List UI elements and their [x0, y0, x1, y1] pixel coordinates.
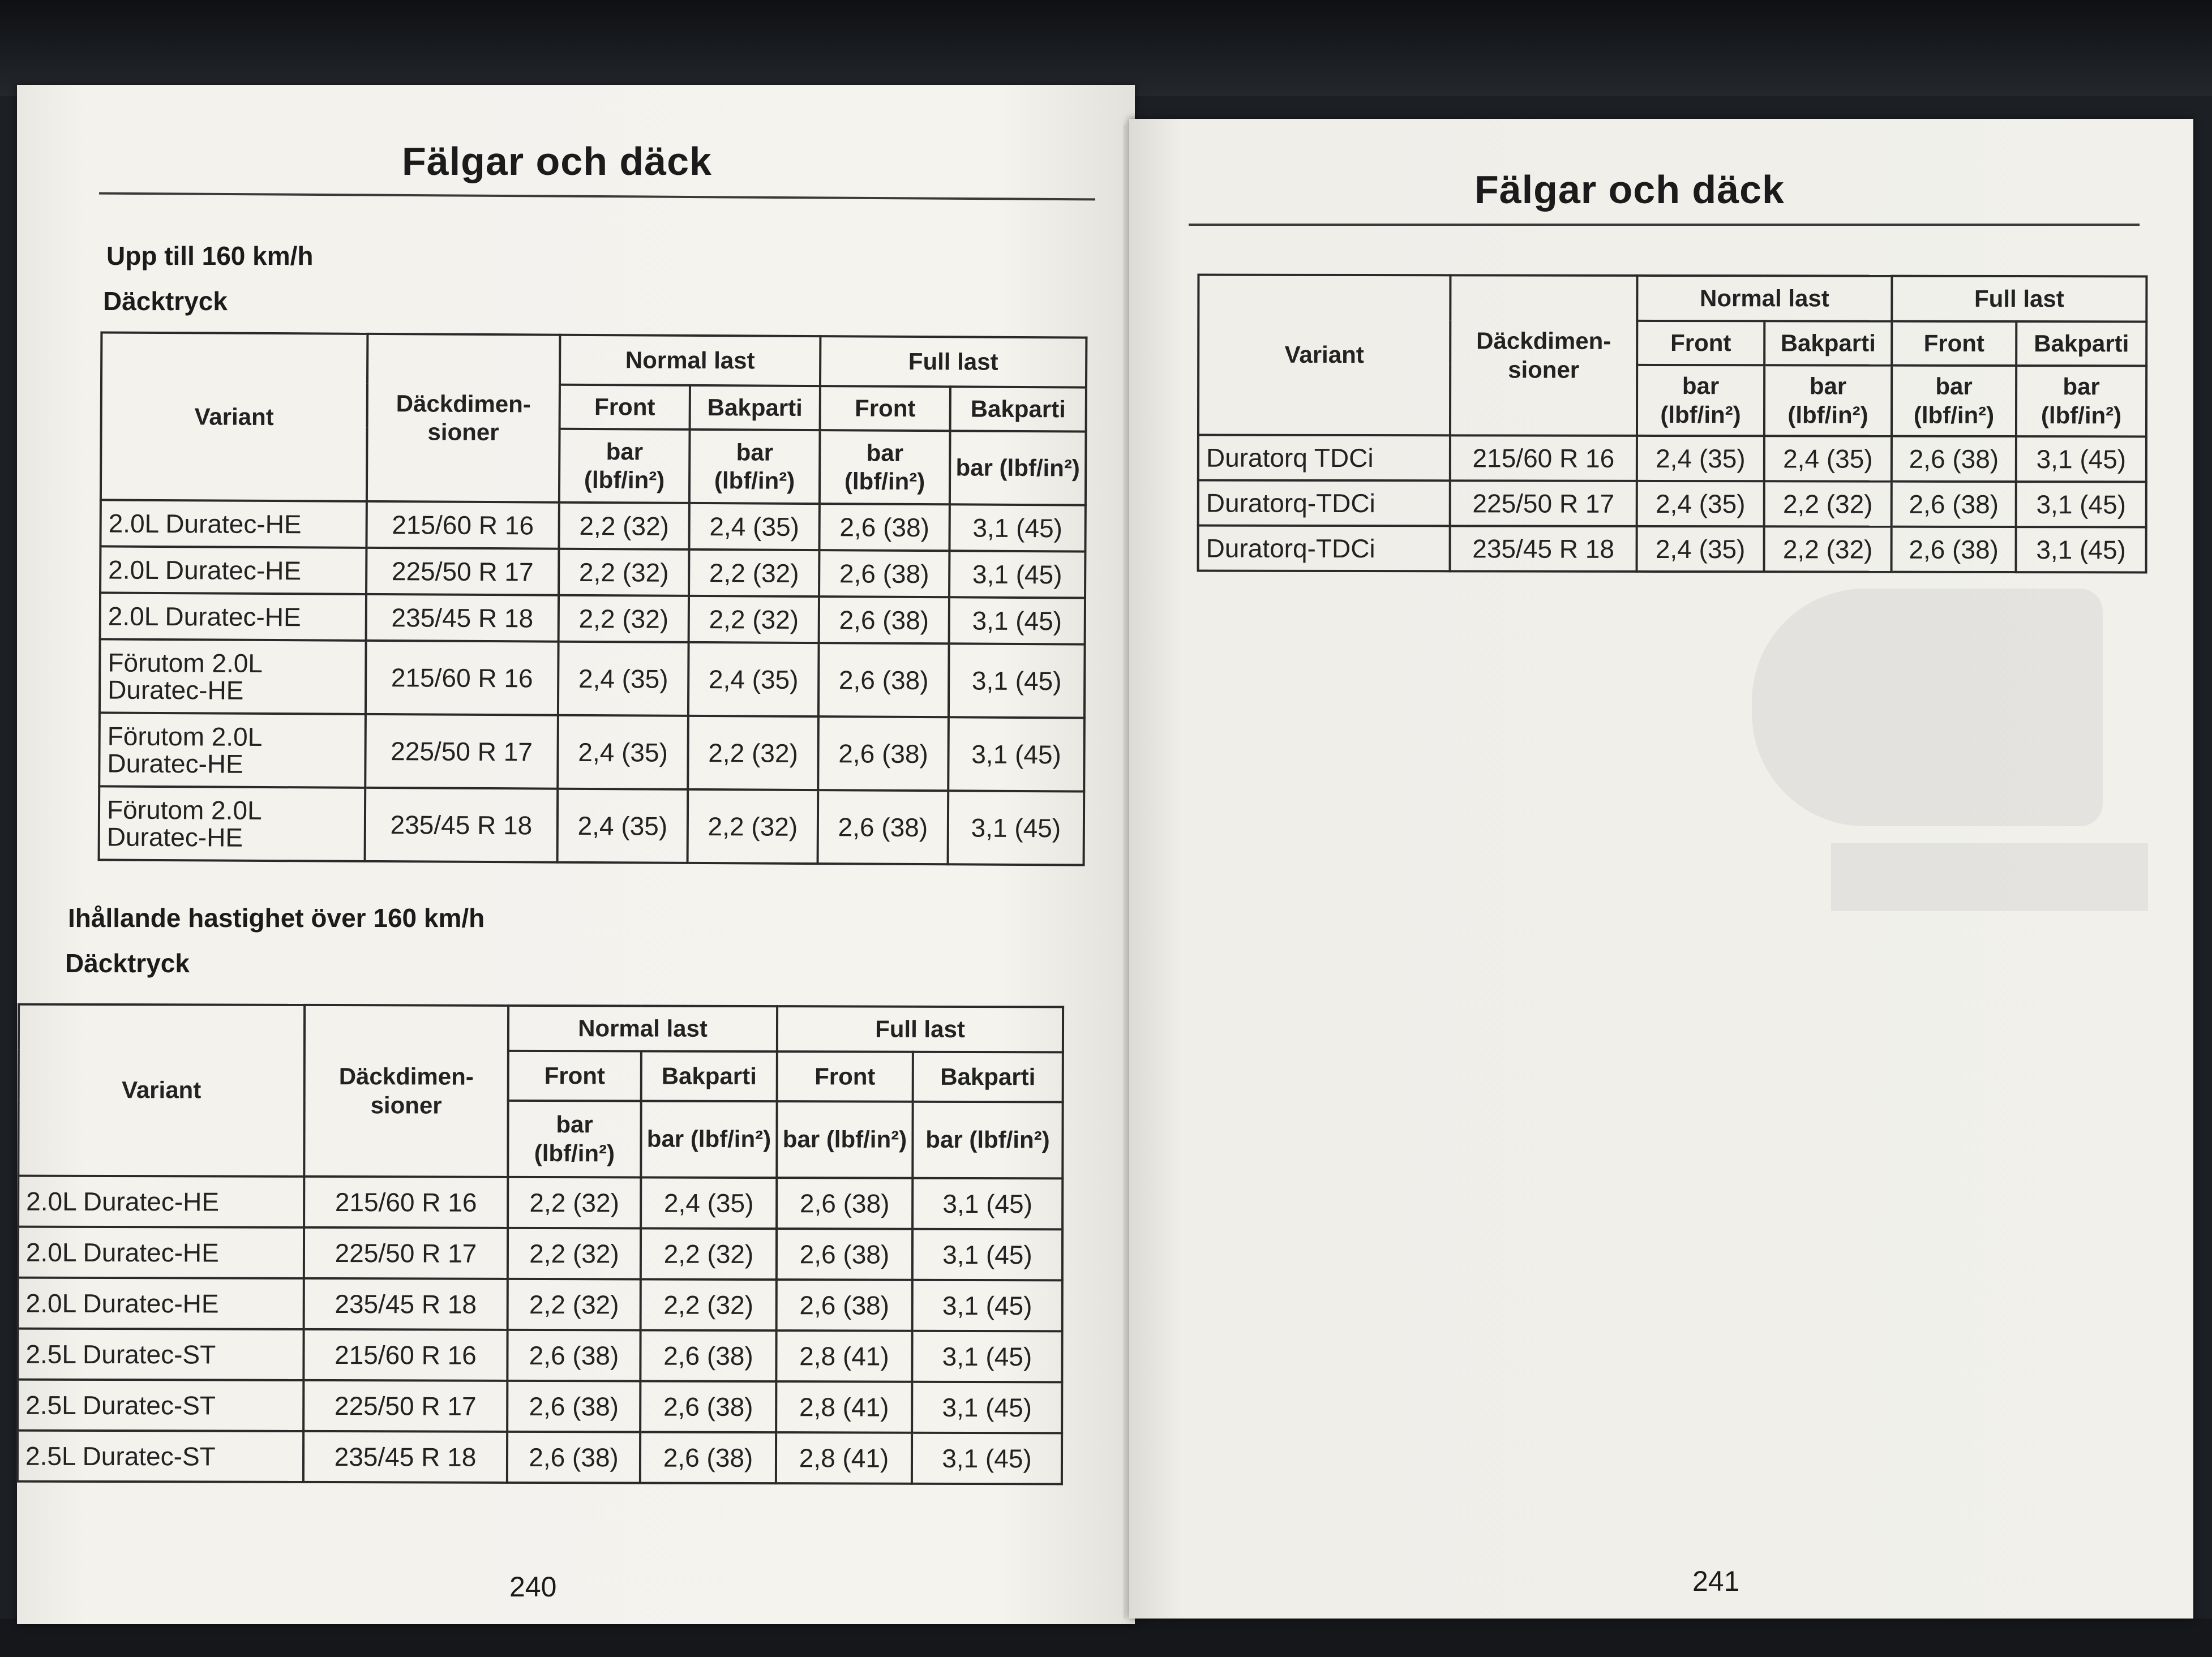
cell-normal-front: 2,2 (32) [508, 1177, 641, 1229]
header-unit: bar (lbf/in²) [1892, 366, 2016, 436]
cell-full-front: 2,6 (38) [777, 1178, 912, 1229]
cell-full-rear: 3,1 (45) [949, 504, 1085, 551]
cell-dimension: 225/50 R 17 [1450, 480, 1637, 526]
cell-full-front: 2,6 (38) [818, 716, 949, 791]
cell-dimension: 225/50 R 17 [303, 1380, 507, 1432]
header-full-last: Full last [820, 336, 1086, 387]
header-bakparti: Bakparti [2016, 321, 2146, 366]
section-heading: Upp till 160 km/h [106, 241, 314, 271]
table-row [1198, 526, 2146, 573]
cell-normal-front: 2,2 (32) [559, 549, 689, 596]
table-row [1198, 480, 2146, 527]
page-number: 241 [1692, 1565, 1740, 1597]
header-unit: bar (lbf/in²) [508, 1101, 641, 1178]
cell-normal-rear: 2,6 (38) [640, 1330, 776, 1381]
header-bakparti: Bakparti [641, 1051, 777, 1101]
show-through-block [1831, 843, 2148, 911]
header-unit: bar (lbf/in²) [1764, 365, 1892, 436]
cell-normal-rear: 2,4 (35) [688, 642, 819, 716]
table-row [100, 546, 1085, 598]
header-full-last: Full last [1892, 276, 2146, 322]
cell-full-front: 2,6 (38) [818, 643, 949, 717]
header-bakparti: Bakparti [950, 387, 1086, 431]
cell-normal-rear: 2,4 (35) [689, 503, 819, 550]
header-dimension: Däckdimen-sioner [367, 334, 560, 503]
title-rule [99, 192, 1095, 201]
cell-variant: 2.0L Duratec-HE [18, 1176, 304, 1227]
header-unit: bar (lbf/in²) [2016, 366, 2146, 436]
table-row [18, 1176, 1062, 1230]
cell-full-rear: 3,1 (45) [948, 717, 1084, 791]
cell-full-front: 2,6 (38) [1892, 436, 2016, 482]
cell-full-rear: 3,1 (45) [912, 1331, 1062, 1383]
cell-normal-front: 2,2 (32) [559, 595, 689, 642]
cell-full-rear: 3,1 (45) [912, 1382, 1062, 1433]
header-dimension: Däckdimen-sioner [304, 1005, 508, 1177]
header-unit: bar (lbf/in²) [820, 430, 950, 504]
tire-pressure-table-upto-160 [98, 331, 1088, 866]
table-row [99, 712, 1084, 791]
header-unit: bar (lbf/in²) [641, 1101, 777, 1178]
header-variant: Variant [1198, 275, 1450, 436]
cell-dimension: 235/45 R 18 [365, 788, 558, 862]
title-rule [1189, 224, 2140, 226]
header-normal-last: Normal last [1637, 276, 1892, 321]
cell-dimension: 215/60 R 16 [303, 1329, 507, 1381]
header-unit: bar (lbf/in²) [559, 429, 690, 503]
cell-normal-front: 2,4 (35) [1637, 436, 1764, 481]
cell-full-rear: 3,1 (45) [949, 597, 1085, 644]
cell-normal-rear: 2,2 (32) [1764, 481, 1892, 526]
section-heading: Ihållande hastighet över 160 km/h [68, 903, 485, 933]
cell-full-front: 2,8 (41) [776, 1432, 912, 1484]
show-through-illustration [1752, 589, 2103, 826]
header-variant: Variant [101, 332, 368, 501]
cell-normal-rear: 2,4 (35) [641, 1177, 777, 1229]
table-row [100, 500, 1085, 551]
cell-full-rear: 3,1 (45) [912, 1433, 1062, 1484]
cell-variant: 2.5L Duratec-ST [18, 1329, 303, 1380]
header-front: Front [820, 386, 950, 431]
cell-normal-front: 2,2 (32) [559, 503, 689, 550]
cell-dimension: 215/60 R 16 [1450, 435, 1637, 481]
header-normal-last: Normal last [508, 1006, 777, 1051]
header-unit: bar (lbf/in²) [777, 1101, 912, 1178]
table-row [18, 1278, 1062, 1332]
right-page [1129, 119, 2193, 1619]
page-number: 240 [509, 1571, 557, 1603]
cell-full-rear: 3,1 (45) [912, 1178, 1062, 1230]
header-variant: Variant [18, 1004, 305, 1177]
cell-full-front: 2,6 (38) [1892, 482, 2016, 527]
table-row [99, 786, 1084, 865]
cell-normal-rear: 2,2 (32) [641, 1279, 777, 1330]
table-row [18, 1329, 1062, 1383]
cell-dimension: 235/45 R 18 [366, 594, 559, 642]
header-bakparti: Bakparti [690, 385, 820, 430]
cell-full-front: 2,8 (41) [776, 1330, 912, 1382]
cell-normal-front: 2,4 (35) [558, 642, 689, 716]
cell-full-rear: 3,1 (45) [2016, 527, 2146, 572]
cell-normal-rear: 2,2 (32) [688, 789, 818, 864]
header-unit: bar (lbf/in²) [689, 430, 820, 504]
page-title: Fälgar och däck [402, 139, 712, 183]
cell-full-rear: 3,1 (45) [948, 791, 1084, 865]
cell-variant: 2.5L Duratec-ST [18, 1431, 303, 1482]
cell-variant: Duratorq-TDCi [1198, 480, 1450, 526]
table-row [100, 639, 1085, 718]
cell-normal-front: 2,2 (32) [508, 1279, 641, 1330]
left-page [17, 85, 1135, 1624]
header-unit: bar (lbf/in²) [950, 431, 1086, 505]
header-front: Front [560, 385, 690, 430]
cell-full-rear: 3,1 (45) [949, 551, 1085, 598]
cell-normal-rear: 2,2 (32) [689, 596, 819, 643]
cell-dimension: 225/50 R 17 [304, 1227, 508, 1279]
section-subheading: Däcktryck [65, 948, 190, 978]
cell-full-front: 2,6 (38) [819, 550, 949, 597]
cell-full-rear: 3,1 (45) [2016, 482, 2146, 527]
cell-full-rear: 3,1 (45) [2016, 436, 2146, 482]
cell-full-front: 2,8 (41) [776, 1381, 912, 1433]
cell-normal-front: 2,6 (38) [507, 1381, 640, 1432]
cell-normal-rear: 2,2 (32) [688, 716, 818, 790]
table-row [18, 1380, 1062, 1433]
cell-full-front: 2,6 (38) [819, 596, 949, 643]
cell-dimension: 215/60 R 16 [304, 1177, 508, 1228]
cell-normal-front: 2,4 (35) [1637, 481, 1764, 526]
header-front: Front [1892, 321, 2016, 366]
cell-full-rear: 3,1 (45) [912, 1229, 1062, 1281]
table-row [18, 1431, 1062, 1484]
header-full-last: Full last [777, 1006, 1063, 1052]
tire-pressure-table-diesel [1197, 274, 2148, 574]
cell-normal-rear: 2,4 (35) [1764, 436, 1892, 481]
header-front: Front [777, 1051, 913, 1102]
cell-normal-rear: 2,2 (32) [1764, 526, 1892, 572]
header-dimension: Däckdimen-sioner [1450, 275, 1637, 436]
cell-full-front: 2,6 (38) [818, 790, 949, 864]
cell-full-rear: 3,1 (45) [949, 643, 1085, 718]
cell-variant: 2.5L Duratec-ST [18, 1380, 303, 1431]
cell-variant: 2.0L Duratec-HE [18, 1227, 304, 1278]
cell-full-front: 2,6 (38) [777, 1280, 912, 1331]
cell-variant: 2.0L Duratec-HE [18, 1278, 304, 1329]
section-subheading: Däcktryck [103, 286, 228, 316]
tire-pressure-table-over-160 [16, 1003, 1064, 1486]
cell-normal-rear: 2,6 (38) [640, 1432, 776, 1483]
cell-normal-rear: 2,2 (32) [689, 550, 819, 596]
cell-variant: 2.0L Duratec-HE [100, 546, 366, 594]
cell-dimension: 225/50 R 17 [365, 714, 558, 789]
cell-dimension: 215/60 R 16 [366, 641, 559, 715]
binder-edge [0, 1619, 2212, 1657]
cell-normal-front: 2,6 (38) [507, 1330, 640, 1381]
cell-variant: Förutom 2.0L Duratec-HE [99, 786, 366, 861]
cell-full-front: 2,6 (38) [1892, 527, 2016, 572]
cell-variant: Förutom 2.0L Duratec-HE [99, 712, 366, 787]
header-front: Front [1637, 321, 1764, 365]
cell-variant: Duratorq-TDCi [1198, 526, 1450, 572]
cell-full-front: 2,6 (38) [777, 1229, 912, 1280]
cell-variant: Förutom 2.0L Duratec-HE [100, 639, 366, 714]
cell-normal-rear: 2,6 (38) [640, 1381, 776, 1432]
header-unit: bar (lbf/in²) [1637, 365, 1764, 436]
cell-normal-front: 2,4 (35) [558, 715, 688, 789]
cell-full-front: 2,6 (38) [819, 504, 949, 551]
cell-normal-front: 2,6 (38) [507, 1432, 640, 1483]
header-normal-last: Normal last [560, 335, 820, 386]
table-row [100, 593, 1085, 644]
header-front: Front [508, 1051, 641, 1101]
header-bakparti: Bakparti [913, 1052, 1063, 1102]
cell-dimension: 225/50 R 17 [366, 548, 559, 595]
cell-variant: 2.0L Duratec-HE [100, 500, 366, 547]
cell-normal-rear: 2,2 (32) [641, 1228, 777, 1280]
cell-dimension: 235/45 R 18 [1450, 526, 1637, 572]
table-row [1198, 435, 2146, 482]
cell-dimension: 235/45 R 18 [304, 1278, 508, 1330]
table-row [18, 1227, 1062, 1281]
cell-normal-front: 2,2 (32) [508, 1228, 641, 1280]
cell-variant: Duratorq TDCi [1198, 435, 1450, 481]
cell-full-rear: 3,1 (45) [912, 1280, 1062, 1332]
page-title: Fälgar och däck [1474, 168, 1785, 212]
cell-normal-front: 2,4 (35) [558, 789, 688, 863]
header-bakparti: Bakparti [1764, 321, 1892, 365]
binder-background [0, 0, 2212, 96]
cell-dimension: 215/60 R 16 [366, 501, 559, 549]
header-unit: bar (lbf/in²) [912, 1102, 1062, 1179]
cell-dimension: 235/45 R 18 [303, 1431, 507, 1483]
cell-normal-front: 2,4 (35) [1637, 526, 1764, 572]
cell-variant: 2.0L Duratec-HE [100, 593, 366, 640]
